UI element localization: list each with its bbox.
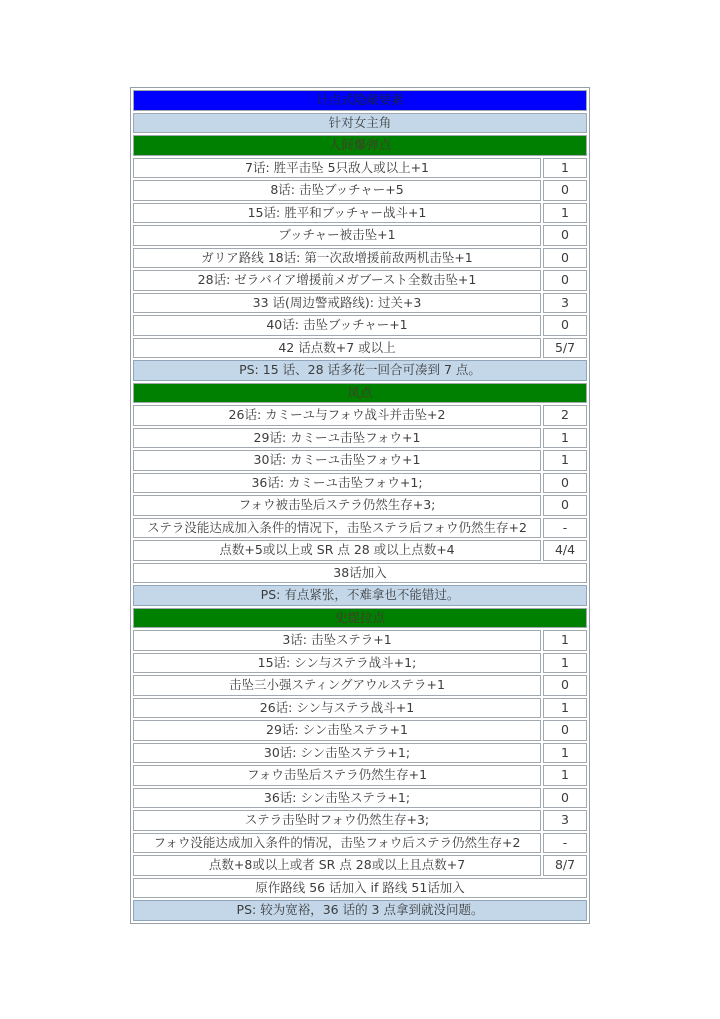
points-table-body xyxy=(133,90,587,921)
condition-cell: ガリア路线 18话: 第一次敌增援前敌两机击坠+1 xyxy=(133,248,541,269)
table-row xyxy=(133,158,587,179)
points-cell: 2 xyxy=(543,405,587,426)
section-header-row xyxy=(133,383,587,404)
points-table xyxy=(130,87,590,924)
points-cell: 0 xyxy=(543,473,587,494)
condition-cell: 3话: 击坠ステラ+1 xyxy=(133,630,541,651)
table-row xyxy=(133,180,587,201)
points-cell: - xyxy=(543,518,587,539)
table-row xyxy=(133,540,587,561)
ps-note: PS: 15 话、28 话多花一回合可凑到 7 点。 xyxy=(133,360,587,381)
points-cell: 0 xyxy=(543,315,587,336)
table-row xyxy=(133,810,587,831)
condition-cell: 30话: カミーユ击坠フォウ+1 xyxy=(133,450,541,471)
table-row xyxy=(133,473,587,494)
subtitle-row xyxy=(133,113,587,134)
points-cell: 0 xyxy=(543,180,587,201)
table-row xyxy=(133,855,587,876)
table-row xyxy=(133,203,587,224)
ps-row xyxy=(133,900,587,921)
table-row xyxy=(133,270,587,291)
condition-cell: フォウ击坠后ステラ仍然生存+1 xyxy=(133,765,541,786)
condition-cell: 33 话(周边警戒路线): 过关+3 xyxy=(133,293,541,314)
condition-cell: フォウ没能达成加入条件的情况，击坠フォウ后ステラ仍然生存+2 xyxy=(133,833,541,854)
table-row xyxy=(133,698,587,719)
ps-row xyxy=(133,585,587,606)
table-row xyxy=(133,630,587,651)
table-row xyxy=(133,518,587,539)
condition-cell: 40话: 击坠ブッチャー+1 xyxy=(133,315,541,336)
points-cell: 1 xyxy=(543,765,587,786)
points-cell: 4/4 xyxy=(543,540,587,561)
table-row xyxy=(133,428,587,449)
points-cell: 0 xyxy=(543,270,587,291)
condition-cell: 15话: 胜平和ブッチャー战斗+1 xyxy=(133,203,541,224)
table-subtitle: 针对女主角 xyxy=(133,113,587,134)
ps-row xyxy=(133,360,587,381)
points-cell: 3 xyxy=(543,293,587,314)
condition-cell: 36话: カミーユ击坠フォウ+1; xyxy=(133,473,541,494)
condition-cell: 击坠三小强スティングアウルステラ+1 xyxy=(133,675,541,696)
points-cell: 0 xyxy=(543,675,587,696)
table-row xyxy=(133,405,587,426)
points-cell: 0 xyxy=(543,495,587,516)
table-row xyxy=(133,788,587,809)
condition-cell: 7话: 胜平击坠 5只敌人或以上+1 xyxy=(133,158,541,179)
condition-cell: 30话: シン击坠ステラ+1; xyxy=(133,743,541,764)
condition-cell: 29话: カミーユ击坠フォウ+1 xyxy=(133,428,541,449)
points-cell: 0 xyxy=(543,225,587,246)
condition-cell: 36话: シン击坠ステラ+1; xyxy=(133,788,541,809)
section-header: 凤点 xyxy=(133,383,587,404)
table-row xyxy=(133,653,587,674)
section-header: 人间爆弹点 xyxy=(133,135,587,156)
section-header: 史缇拉点 xyxy=(133,608,587,629)
table-title: 计点式隐藏要素 xyxy=(133,90,587,111)
table-row xyxy=(133,765,587,786)
table-row xyxy=(133,720,587,741)
points-cell: 0 xyxy=(543,788,587,809)
condition-cell: フォウ被击坠后ステラ仍然生存+3; xyxy=(133,495,541,516)
points-cell: 8/7 xyxy=(543,855,587,876)
condition-cell: ブッチャー被击坠+1 xyxy=(133,225,541,246)
condition-cell: 29话: シン击坠ステラ+1 xyxy=(133,720,541,741)
condition-cell: 42 话点数+7 或以上 xyxy=(133,338,541,359)
condition-cell: 15话: シン与ステラ战斗+1; xyxy=(133,653,541,674)
points-cell: 1 xyxy=(543,743,587,764)
table-row xyxy=(133,563,587,584)
condition-cell: 8话: 击坠ブッチャー+5 xyxy=(133,180,541,201)
condition-cell: 26话: カミーユ与フォウ战斗并击坠+2 xyxy=(133,405,541,426)
points-cell: 0 xyxy=(543,248,587,269)
points-cell: 1 xyxy=(543,428,587,449)
table-row xyxy=(133,248,587,269)
points-cell: 1 xyxy=(543,630,587,651)
points-cell: 3 xyxy=(543,810,587,831)
points-cell: 1 xyxy=(543,653,587,674)
table-row xyxy=(133,293,587,314)
table-row xyxy=(133,450,587,471)
section-header-row xyxy=(133,135,587,156)
table-row xyxy=(133,743,587,764)
table-row xyxy=(133,315,587,336)
table-row xyxy=(133,833,587,854)
table-row xyxy=(133,675,587,696)
condition-cell: 原作路线 56 话加入 if 路线 51话加入 xyxy=(133,878,587,899)
condition-cell: 26话: シン与ステラ战斗+1 xyxy=(133,698,541,719)
title-row xyxy=(133,90,587,111)
condition-cell: 38话加入 xyxy=(133,563,587,584)
ps-note: PS: 有点紧张，不难拿也不能错过。 xyxy=(133,585,587,606)
points-cell: 5/7 xyxy=(543,338,587,359)
points-cell: 1 xyxy=(543,698,587,719)
condition-cell: 点数+5或以上或 SR 点 28 或以上点数+4 xyxy=(133,540,541,561)
points-cell: 1 xyxy=(543,450,587,471)
table-row xyxy=(133,495,587,516)
table-row xyxy=(133,338,587,359)
condition-cell: 28话: ゼラバイア增援前メガブースト全数击坠+1 xyxy=(133,270,541,291)
condition-cell: ステラ击坠时フォウ仍然生存+3; xyxy=(133,810,541,831)
table-row xyxy=(133,225,587,246)
ps-note: PS: 较为宽裕，36 话的 3 点拿到就没问题。 xyxy=(133,900,587,921)
table-row xyxy=(133,878,587,899)
section-header-row xyxy=(133,608,587,629)
points-cell: 0 xyxy=(543,720,587,741)
condition-cell: 点数+8或以上或者 SR 点 28或以上且点数+7 xyxy=(133,855,541,876)
points-cell: - xyxy=(543,833,587,854)
points-cell: 1 xyxy=(543,158,587,179)
condition-cell: ステラ没能达成加入条件的情况下，击坠ステラ后フォウ仍然生存+2 xyxy=(133,518,541,539)
points-cell: 1 xyxy=(543,203,587,224)
